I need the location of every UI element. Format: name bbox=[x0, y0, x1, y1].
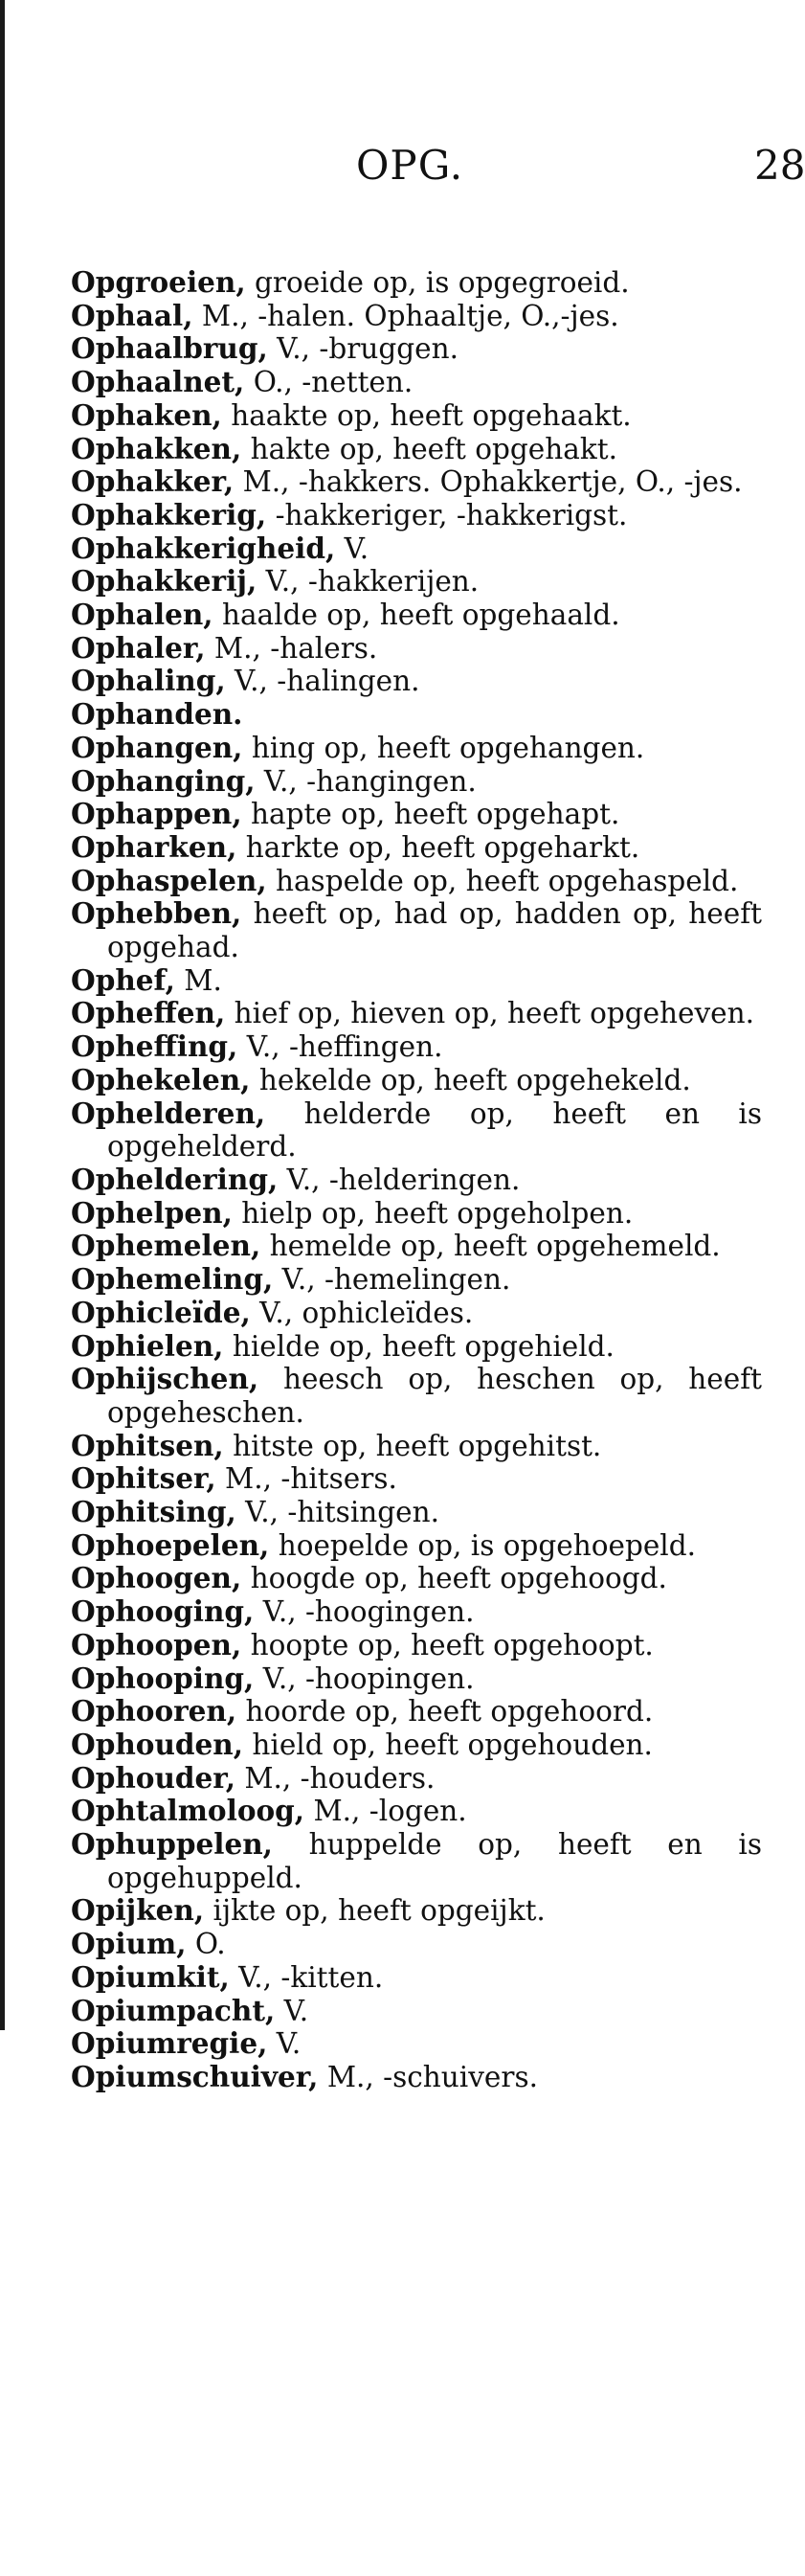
dictionary-entries bbox=[71, 266, 762, 2094]
dictionary-entry bbox=[71, 465, 762, 499]
entry-definition: haspelde op, heeft opgehaspeld. bbox=[266, 864, 739, 897]
entry-headword: Ophooren, bbox=[71, 1694, 237, 1729]
entry-headword: Opijken, bbox=[71, 1893, 205, 1928]
dictionary-entry bbox=[71, 1496, 762, 1529]
entry-definition: M., -schuivers. bbox=[318, 2060, 538, 2093]
entry-definition: O. bbox=[186, 1928, 226, 1961]
dictionary-entry bbox=[71, 1263, 762, 1297]
entry-definition: helderde op, heeft en is opgehelderd. bbox=[107, 1096, 762, 1164]
entry-definition: M., -halen. Ophaaltje, O.,-jes. bbox=[192, 299, 619, 332]
entry-headword: Ophooping, bbox=[71, 1661, 255, 1695]
entry-definition: hekelde op, heeft opgehekeld. bbox=[250, 1063, 691, 1096]
dictionary-entry bbox=[71, 1695, 762, 1729]
entry-headword: Opium, bbox=[71, 1927, 187, 1961]
entry-headword: Ophelderen, bbox=[71, 1096, 266, 1130]
entry-headword: Opiumpacht, bbox=[71, 1993, 276, 2027]
entry-definition: harkte op, heeft opgeharkt. bbox=[236, 830, 640, 864]
entry-definition: V., -hangingen. bbox=[255, 764, 477, 798]
page-edge-rule bbox=[0, 0, 5, 2030]
dictionary-entry bbox=[71, 698, 762, 732]
entry-definition: hielp op, heeft opgeholpen. bbox=[232, 1196, 634, 1230]
dictionary-entry bbox=[71, 1762, 762, 1796]
entry-headword: Opharken, bbox=[71, 829, 237, 864]
entry-headword: Ophef, bbox=[71, 962, 175, 997]
entry-definition: M. bbox=[174, 963, 222, 997]
entry-headword: Ophicleïde, bbox=[71, 1295, 251, 1329]
entry-headword: Ophelpen, bbox=[71, 1195, 233, 1230]
dictionary-entry bbox=[71, 1894, 762, 1928]
entry-headword: Opiumkit, bbox=[71, 1959, 230, 1994]
dictionary-entry bbox=[71, 433, 762, 466]
entry-headword: Ophappen, bbox=[71, 797, 242, 831]
entry-headword: Opgroeien, bbox=[71, 265, 246, 299]
entry-definition: V. bbox=[267, 2027, 302, 2061]
entry-definition: hapte op, heeft opgehapt. bbox=[241, 798, 620, 831]
dictionary-entry bbox=[71, 1330, 762, 1364]
dictionary-entry bbox=[71, 1529, 762, 1563]
entry-definition: M., -halers. bbox=[205, 631, 378, 665]
dictionary-entry bbox=[71, 366, 762, 399]
entry-definition: huppelde op, heeft en is opgehuppeld. bbox=[107, 1828, 762, 1894]
entry-definition: hoepelde op, is opgehoepeld. bbox=[269, 1528, 696, 1562]
dictionary-entry bbox=[71, 1629, 762, 1662]
dictionary-entry bbox=[71, 1197, 762, 1231]
entry-headword: Ophakker, bbox=[71, 464, 235, 499]
entry-headword: Ophakkerig, bbox=[71, 497, 267, 531]
entry-headword: Ophoepelen, bbox=[71, 1527, 270, 1562]
dictionary-entry bbox=[71, 1595, 762, 1629]
entry-headword: Ophoopen, bbox=[71, 1627, 242, 1661]
dictionary-entry bbox=[71, 266, 762, 300]
dictionary-entry bbox=[71, 1562, 762, 1595]
page-header bbox=[0, 142, 805, 199]
dictionary-entry bbox=[71, 798, 762, 831]
entry-headword: Ophtalmoloog, bbox=[71, 1794, 305, 1828]
entry-definition: V., -heffingen. bbox=[237, 1030, 443, 1064]
dictionary-entry bbox=[71, 1995, 762, 2028]
dictionary-entry bbox=[71, 997, 762, 1030]
dictionary-entry bbox=[71, 565, 762, 599]
entry-definition: hing op, heeft opgehangen. bbox=[242, 731, 645, 764]
entry-headword: Ophitser, bbox=[71, 1461, 216, 1496]
dictionary-entry bbox=[71, 632, 762, 666]
entry-headword: Ophakkerij, bbox=[71, 564, 257, 599]
entry-headword: Opheldering, bbox=[71, 1162, 279, 1196]
entry-headword: Ophaalbrug, bbox=[71, 331, 268, 366]
dictionary-entry bbox=[71, 532, 762, 566]
dictionary-entry bbox=[71, 1297, 762, 1330]
entry-definition: hield op, heeft opgehouden. bbox=[243, 1728, 653, 1761]
entry-definition: M., -logen. bbox=[304, 1795, 467, 1828]
entry-definition: V., -hemelingen. bbox=[273, 1263, 511, 1297]
entry-headword: Ophaspelen, bbox=[71, 863, 267, 897]
entry-headword: Ophitsen, bbox=[71, 1428, 224, 1462]
entry-headword: Ophakkerigheid, bbox=[71, 531, 336, 565]
dictionary-entry bbox=[71, 1795, 762, 1828]
dictionary-entry bbox=[71, 1662, 762, 1696]
entry-headword: Ophuppelen, bbox=[71, 1827, 273, 1862]
dictionary-entry bbox=[71, 499, 762, 532]
dictionary-entry bbox=[71, 2027, 762, 2061]
entry-definition: V. bbox=[275, 1994, 309, 2027]
entry-headword: Ophemeling, bbox=[71, 1262, 274, 1297]
entry-headword: Ophoogen, bbox=[71, 1561, 242, 1595]
dictionary-entry bbox=[71, 300, 762, 333]
dictionary-entry bbox=[71, 1729, 762, 1762]
entry-definition: M., -hakkers. Ophakkertje, O., -jes. bbox=[234, 465, 743, 499]
entry-definition: hielde op, heeft opgehield. bbox=[223, 1329, 615, 1363]
entry-headword: Opheffen, bbox=[71, 996, 226, 1030]
entry-headword: Ophielen, bbox=[71, 1328, 224, 1363]
dictionary-entry bbox=[71, 1064, 762, 1097]
entry-definition: groeide op, is opgegroeid. bbox=[245, 266, 630, 299]
entry-definition: heesch op, heschen op, heeft opgeheschen. bbox=[107, 1363, 762, 1429]
dictionary-entry bbox=[71, 1230, 762, 1263]
dictionary-entry bbox=[71, 1430, 762, 1463]
entry-headword: Ophanden. bbox=[71, 697, 243, 732]
dictionary-entry bbox=[71, 1030, 762, 1064]
entry-definition: -hakkeriger, -hakkerigst. bbox=[266, 498, 628, 531]
running-head: OPG. bbox=[356, 142, 464, 189]
entry-definition: ijkte op, heeft opgeijkt. bbox=[204, 1894, 546, 1928]
entry-definition: V., -hakkerijen. bbox=[257, 565, 480, 599]
entry-headword: Ophakken, bbox=[71, 431, 242, 465]
dictionary-entry bbox=[71, 1097, 762, 1164]
entry-definition: V., -hitsingen. bbox=[235, 1496, 439, 1529]
entry-definition: V., -kitten. bbox=[229, 1960, 384, 1994]
entry-headword: Opheffing, bbox=[71, 1029, 238, 1064]
entry-definition: V., -hoopingen. bbox=[254, 1661, 475, 1695]
entry-definition: V., -bruggen. bbox=[267, 332, 458, 366]
dictionary-entry bbox=[71, 1828, 762, 1894]
dictionary-entry bbox=[71, 599, 762, 632]
dictionary-entry bbox=[71, 831, 762, 865]
entry-definition: hoopte op, heeft opgehoopt. bbox=[241, 1628, 654, 1661]
entry-headword: Ophanging, bbox=[71, 763, 256, 798]
entry-definition: haakte op, heeft opgehaakt. bbox=[221, 398, 632, 432]
entry-definition: haalde op, heeft opgehaald. bbox=[212, 599, 620, 632]
entry-headword: Opiumschuiver, bbox=[71, 2059, 319, 2093]
dictionary-entry bbox=[71, 2061, 762, 2094]
entry-definition: hoorde op, heeft opgehoord. bbox=[236, 1695, 654, 1729]
entry-headword: Ophangen, bbox=[71, 730, 243, 764]
dictionary-entry bbox=[71, 665, 762, 698]
dictionary-entry bbox=[71, 765, 762, 799]
dictionary-entry bbox=[71, 332, 762, 366]
entry-headword: Ophaler, bbox=[71, 630, 206, 665]
entry-definition: M., -houders. bbox=[235, 1761, 436, 1795]
entry-headword: Ophaling, bbox=[71, 664, 226, 698]
dictionary-entry bbox=[71, 897, 762, 963]
dictionary-entry bbox=[71, 865, 762, 898]
dictionary-entry bbox=[71, 1363, 762, 1429]
entry-headword: Opiumregie, bbox=[71, 2026, 268, 2061]
entry-headword: Ophemelen, bbox=[71, 1229, 261, 1263]
entry-definition: hemelde op, heeft opgehemeld. bbox=[260, 1230, 721, 1263]
entry-headword: Ophijschen, bbox=[71, 1362, 259, 1396]
entry-definition: hief op, hieven op, heeft opgeheven. bbox=[225, 997, 755, 1030]
dictionary-entry bbox=[71, 964, 762, 998]
entry-headword: Ophooging, bbox=[71, 1594, 255, 1629]
dictionary-entry bbox=[71, 1961, 762, 1995]
dictionary-entry bbox=[71, 399, 762, 433]
entry-definition: hakte op, heeft opgehakt. bbox=[241, 432, 617, 465]
entry-definition: M., -hitsers. bbox=[215, 1462, 397, 1496]
entry-headword: Ophaalnet, bbox=[71, 365, 245, 399]
entry-headword: Ophouder, bbox=[71, 1760, 235, 1795]
entry-headword: Ophaal, bbox=[71, 298, 193, 332]
page-number: 28 bbox=[754, 142, 805, 189]
dictionary-entry bbox=[71, 1462, 762, 1496]
entry-definition: V., -hoogingen. bbox=[254, 1595, 475, 1629]
entry-definition: V., -helderingen. bbox=[278, 1163, 521, 1196]
entry-headword: Ophouden, bbox=[71, 1727, 244, 1761]
entry-headword: Ophebben, bbox=[71, 896, 242, 931]
entry-headword: Ophalen, bbox=[71, 598, 213, 632]
entry-definition: V. bbox=[335, 531, 369, 565]
entry-definition: hitste op, heeft opgehitst. bbox=[223, 1429, 602, 1462]
entry-definition: V., ophicleïdes. bbox=[250, 1296, 474, 1329]
entry-definition: V., -halingen. bbox=[225, 665, 420, 698]
dictionary-entry bbox=[71, 732, 762, 765]
dictionary-entry bbox=[71, 1164, 762, 1197]
entry-headword: Ophekelen, bbox=[71, 1062, 251, 1096]
entry-headword: Ophaken, bbox=[71, 397, 222, 432]
entry-definition: heeft op, had op, hadden op, heeft opgehad. bbox=[107, 897, 762, 964]
dictionary-entry bbox=[71, 1928, 762, 1961]
entry-headword: Ophitsing, bbox=[71, 1495, 236, 1529]
entry-definition: O., -netten. bbox=[244, 366, 414, 399]
entry-definition: hoogde op, heeft opgehoogd. bbox=[241, 1562, 667, 1595]
